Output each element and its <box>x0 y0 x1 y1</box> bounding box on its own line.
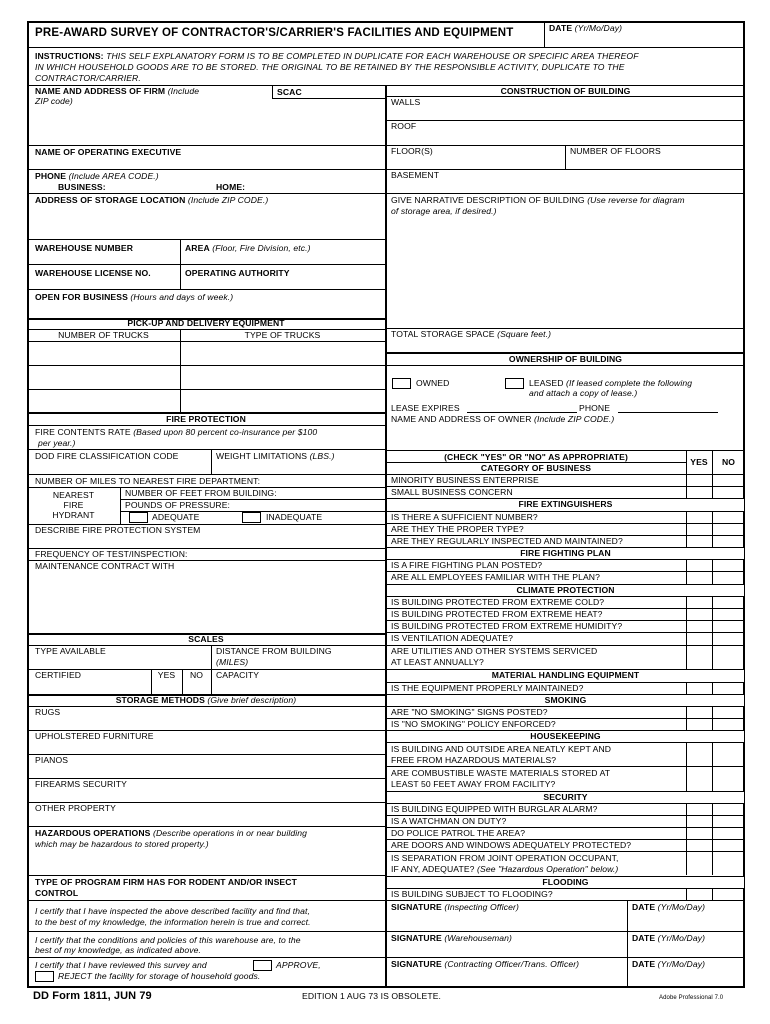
adequate-checkbox[interactable] <box>129 512 148 523</box>
owner-phone-field[interactable] <box>618 412 718 413</box>
instructions: INSTRUCTIONS: THIS SELF EXPLANATORY FORM IS TO BE COMPLETED IN DUPLICATE FOR EACH WAREHOUSE OR SPECIFIC AREA THEREOF <box>35 51 639 61</box>
divider <box>712 888 713 900</box>
hydrant-label: HYDRANT <box>52 510 95 520</box>
number-floors-label: NUMBER OF FLOORS <box>570 146 661 156</box>
question-row: SMALL BUSINESS CONCERN <box>391 487 513 497</box>
divider <box>385 120 745 121</box>
scac-label: SCAC <box>277 87 302 97</box>
upholstered-label: UPHOLSTERED FURNITURE <box>35 731 154 741</box>
hazardous-hint: which may be hazardous to stored property.) <box>35 839 209 849</box>
divider <box>544 21 545 47</box>
divider <box>27 239 385 240</box>
miles-fire-dept-label: NUMBER OF MILES TO NEAREST FIRE DEPARTMENT: <box>35 476 261 486</box>
floors-label: FLOOR(S) <box>391 146 433 156</box>
question-row-2: FREE FROM HAZARDOUS MATERIALS? <box>391 755 557 765</box>
instructions-line2: IN WHICH HOUSEHOLD GOODS ARE TO BE STORED. THE ORIGINAL TO BE RETAINED BY THE RESPONSIBLE ACTIVITY, DUPLICATE TO THE <box>35 62 625 72</box>
certify-review-text: I certify that I have reviewed this survey and <box>35 960 207 970</box>
divider <box>385 365 745 366</box>
operating-exec-field[interactable] <box>30 158 384 168</box>
leased-label: LEASED (If leased complete the following <box>529 378 693 388</box>
signature-warehouseman-label: SIGNATURE (Warehouseman) <box>391 933 513 943</box>
divider <box>385 96 745 97</box>
fire-protection-header: FIRE PROTECTION <box>166 414 246 424</box>
feet-building-label: NUMBER OF FEET FROM BUILDING: <box>125 488 277 498</box>
header-date-label: DATE (Yr/Mo/Day) <box>549 23 623 33</box>
firm-name-hint: ZIP code) <box>35 96 73 106</box>
divider <box>27 875 385 876</box>
describe-fire-label: DESCRIBE FIRE PROTECTION SYSTEM <box>35 525 201 535</box>
check-header: (CHECK "YES" OR "NO" AS APPROPRIATE) <box>444 452 628 462</box>
owner-label: NAME AND ADDRESS OF OWNER (Include ZIP CODE.) <box>391 414 615 424</box>
divider <box>385 450 745 451</box>
type-trucks-label: TYPE OF TRUCKS <box>244 330 321 340</box>
date-inspecting-label: DATE (Yr/Mo/Day) <box>632 902 706 912</box>
question-row: IS BUILDING AND OUTSIDE AREA NEATLY KEPT AND <box>391 744 612 754</box>
date-contracting-field[interactable] <box>629 970 744 986</box>
question-row: DO POLICE PATROL THE AREA? <box>391 828 526 838</box>
signature-contracting-label: SIGNATURE (Contracting Officer/Trans. Officer) <box>391 959 580 969</box>
divider <box>27 449 385 450</box>
pounds-pressure-label: POUNDS OF PRESSURE: <box>125 500 231 510</box>
instructions-line3: CONTRACTOR/CARRIER. <box>35 73 141 83</box>
scales-header: SCALES <box>188 634 224 644</box>
home-phone-label: HOME: <box>216 182 246 192</box>
walls-label: WALLS <box>391 97 421 107</box>
certify-inspect-text-2: to the best of my knowledge, the information herein is true and correct. <box>35 917 311 927</box>
housekeeping-header: HOUSEKEEPING <box>530 731 601 741</box>
form-title: PRE-AWARD SURVEY OF CONTRACTOR'S/CARRIER'S FACILITIES AND EQUIPMENT <box>35 27 514 39</box>
divider <box>27 389 385 390</box>
ownership-header: OWNERSHIP OF BUILDING <box>508 354 623 364</box>
lease-expires-field[interactable] <box>467 412 577 413</box>
certify-inspect-text: I certify that I have inspected the above described facility and find that, <box>35 906 311 916</box>
smoking-header: SMOKING <box>544 695 587 705</box>
divider <box>27 193 385 194</box>
rodent-label-2: CONTROL <box>35 888 79 898</box>
type-available-label: TYPE AVAILABLE <box>35 646 106 656</box>
owned-label: OWNED <box>416 378 450 388</box>
phone-label: PHONE (Include AREA CODE.) <box>35 171 159 181</box>
question-row: IS BUILDING PROTECTED FROM EXTREME HEAT? <box>391 609 603 619</box>
storage-address-field[interactable] <box>30 206 384 238</box>
owned-checkbox[interactable] <box>392 378 411 389</box>
divider <box>27 264 385 265</box>
storage-address-label: ADDRESS OF STORAGE LOCATION (Include ZIP CODE.) <box>35 195 269 205</box>
divider <box>565 145 566 169</box>
divider <box>385 851 745 852</box>
divider <box>686 888 687 900</box>
hazardous-label: HAZARDOUS OPERATIONS (Describe operations in or near building <box>35 828 307 838</box>
question-row: IS VENTILATION ADEQUATE? <box>391 633 513 643</box>
basement-label: BASEMENT <box>391 170 440 180</box>
divider <box>27 754 385 755</box>
flooding-header: FLOODING <box>542 877 589 887</box>
divider <box>27 365 385 366</box>
dod-fire-label: DOD FIRE CLASSIFICATION CODE <box>35 451 179 461</box>
divider <box>272 85 273 98</box>
material-header: MATERIAL HANDLING EQUIPMENT <box>491 670 640 680</box>
climate-header: CLIMATE PROTECTION <box>516 585 615 595</box>
question-row: ARE THEY REGULARLY INSPECTED AND MAINTAINED? <box>391 536 623 546</box>
question-row: IS BUILDING EQUIPPED WITH BURGLAR ALARM? <box>391 804 598 814</box>
divider <box>627 900 628 988</box>
divider <box>27 425 385 426</box>
operating-exec-label: NAME OF OPERATING EXECUTIVE <box>35 147 182 157</box>
firm-name-label: NAME AND ADDRESS OF FIRM (Include <box>35 86 200 96</box>
total-storage-label: TOTAL STORAGE SPACE (Square feet.) <box>391 329 552 339</box>
signature-inspecting-field[interactable] <box>388 913 626 930</box>
area-label: AREA (Floor, Fire Division, etc.) <box>185 243 311 253</box>
question-row: ARE COMBUSTIBLE WASTE MATERIALS STORED AT <box>391 768 611 778</box>
question-row: IS BUILDING SUBJECT TO FLOODING? <box>391 889 553 899</box>
divider <box>27 289 385 290</box>
divider <box>27 341 385 342</box>
date-contracting-label: DATE (Yr/Mo/Day) <box>632 959 706 969</box>
form-number: DD Form 1811, JUN 79 <box>33 990 152 1002</box>
rodent-label: TYPE OF PROGRAM FIRM HAS FOR RODENT AND/OR INSECT <box>35 877 297 887</box>
distance-hint: (MILES) <box>216 657 249 667</box>
leased-checkbox[interactable] <box>505 378 524 389</box>
divider <box>272 98 385 99</box>
divider <box>27 169 385 170</box>
signature-contracting-field[interactable] <box>388 970 626 986</box>
certify-warehouse-text: I certify that the conditions and policies of this warehouse are, to the <box>35 935 301 945</box>
divider <box>27 145 385 146</box>
signature-inspecting-label: SIGNATURE (Inspecting Officer) <box>391 902 519 912</box>
question-row: ARE UTILITIES AND OTHER SYSTEMS SERVICED <box>391 646 598 656</box>
inadequate-label: INADEQUATE <box>266 512 323 522</box>
approve-checkbox[interactable] <box>253 960 272 971</box>
no-column-divider <box>712 450 713 875</box>
question-row-2: AT LEAST ANNUALLY? <box>391 657 484 667</box>
fire-plan-header: FIRE FIGHTING PLAN <box>520 548 611 558</box>
security-header: SECURITY <box>543 792 588 802</box>
certified-no[interactable]: NO <box>189 670 204 680</box>
rugs-label: RUGS <box>35 707 61 717</box>
divider <box>27 47 745 48</box>
reject-label: REJECT the facility for storage of household goods. <box>58 971 261 981</box>
header-date-field[interactable] <box>546 34 744 47</box>
lease-expires-label: LEASE EXPIRES <box>391 403 460 413</box>
date-warehouseman-field[interactable] <box>629 944 744 956</box>
question-row: IS BUILDING PROTECTED FROM EXTREME HUMIDITY? <box>391 621 623 631</box>
question-row: IS A FIRE FIGHTING PLAN POSTED? <box>391 560 543 570</box>
capacity-label: CAPACITY <box>216 670 260 680</box>
fire-contents-label: FIRE CONTENTS RATE (Based upon 80 percent co-insurance per $100 <box>35 427 318 437</box>
certified-yes[interactable]: YES <box>157 670 176 680</box>
num-trucks-label: NUMBER OF TRUCKS <box>58 330 149 340</box>
adequate-label: ADEQUATE <box>152 512 200 522</box>
question-row: IS A WATCHMAN ON DUTY? <box>391 816 507 826</box>
divider <box>385 900 387 988</box>
question-row: IS SEPARATION FROM JOINT OPERATION OCCUPANT, <box>391 853 619 863</box>
distance-label: DISTANCE FROM BUILDING <box>216 646 332 656</box>
leased-hint: and attach a copy of lease.) <box>529 388 638 398</box>
column-divider <box>385 85 387 901</box>
divider <box>120 487 121 524</box>
question-row-2: LEAST 50 FEET AWAY FROM FACILITY? <box>391 779 556 789</box>
roof-label: ROOF <box>391 121 417 131</box>
firm-name-field[interactable] <box>30 107 384 143</box>
other-property-label: OTHER PROPERTY <box>35 803 116 813</box>
yes-header: YES <box>690 457 708 467</box>
maintenance-label: MAINTENANCE CONTRACT WITH <box>35 561 175 571</box>
software-note: Adobe Professional 7.0 <box>659 995 724 1001</box>
owner-phone-label: PHONE <box>579 403 611 413</box>
no-header: NO <box>721 457 736 467</box>
weight-limit-label: WEIGHT LIMITATIONS (LBS.) <box>216 451 335 461</box>
firearms-label: FIREARMS SECURITY <box>35 779 127 789</box>
divider <box>211 449 212 474</box>
question-row: IS THE EQUIPMENT PROPERLY MAINTAINED? <box>391 683 584 693</box>
construction-header: CONSTRUCTION OF BUILDING <box>500 86 631 96</box>
fire-contents-hint: per year.) <box>38 438 76 448</box>
question-row: IS THERE A SUFFICIENT NUMBER? <box>391 512 538 522</box>
narrative-hint: of storage area, if desired.) <box>391 206 497 216</box>
certified-label: CERTIFIED <box>35 670 82 680</box>
question-row: ARE "NO SMOKING" SIGNS POSTED? <box>391 707 548 717</box>
divider <box>385 766 745 767</box>
question-row: MINORITY BUSINESS ENTERPRISE <box>391 475 539 485</box>
warehouse-license-label: WAREHOUSE LICENSE NO. <box>35 268 151 278</box>
date-warehouseman-label: DATE (Yr/Mo/Day) <box>632 933 706 943</box>
warehouse-number-label: WAREHOUSE NUMBER <box>35 243 134 253</box>
business-phone-label: BUSINESS: <box>58 182 106 192</box>
operating-authority-label: OPERATING AUTHORITY <box>185 268 290 278</box>
date-inspecting-field[interactable] <box>629 913 744 930</box>
storage-methods-header: STORAGE METHODS (Give brief description) <box>115 695 297 705</box>
question-row: IS "NO SMOKING" POLICY ENFORCED? <box>391 719 556 729</box>
question-row: ARE ALL EMPLOYEES FAMILIAR WITH THE PLAN? <box>391 572 600 582</box>
edition-note: EDITION 1 AUG 73 IS OBSOLETE. <box>302 991 442 1001</box>
question-row: ARE DOORS AND WINDOWS ADEQUATELY PROTECTED? <box>391 840 632 850</box>
hydrant-label: NEAREST <box>52 490 95 500</box>
extinguishers-header: FIRE EXTINGUISHERS <box>518 499 613 509</box>
hydrant-label: FIRE <box>63 500 84 510</box>
question-row: ARE THEY THE PROPER TYPE? <box>391 524 524 534</box>
question-row: IS BUILDING PROTECTED FROM EXTREME COLD? <box>391 597 605 607</box>
certify-warehouse-text-2: best of my knowledge, as indicated above. <box>35 945 202 955</box>
divider <box>27 826 385 827</box>
pickup-header: PICK-UP AND DELIVERY EQUIPMENT <box>127 318 285 328</box>
category-header: CATEGORY OF BUSINESS <box>480 463 592 473</box>
narrative-label: GIVE NARRATIVE DESCRIPTION OF BUILDING (Use reverse for diagram <box>391 195 685 205</box>
divider <box>27 474 385 475</box>
divider <box>27 706 385 707</box>
divider <box>385 742 745 743</box>
pianos-label: PIANOS <box>35 755 69 765</box>
approve-label: APPROVE, <box>276 960 321 970</box>
yes-column-divider <box>686 450 687 875</box>
signature-warehouseman-field[interactable] <box>388 944 626 956</box>
divider <box>385 193 745 194</box>
inadequate-checkbox[interactable] <box>242 512 261 523</box>
reject-checkbox[interactable] <box>35 971 54 982</box>
frequency-label: FREQUENCY OF TEST/INSPECTION: <box>35 549 188 559</box>
open-business-label: OPEN FOR BUSINESS (Hours and days of week.) <box>35 292 234 302</box>
question-row-2: IF ANY, ADEQUATE? (See "Hazardous Operation" below.) <box>391 864 619 874</box>
